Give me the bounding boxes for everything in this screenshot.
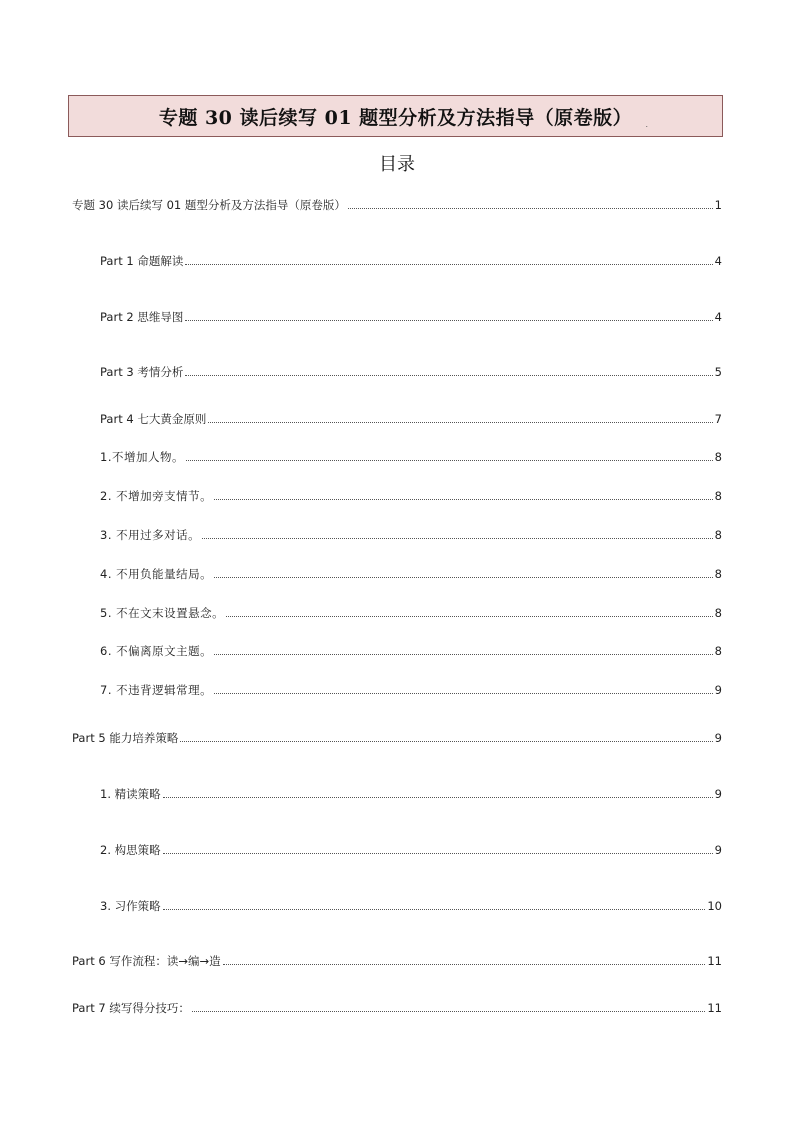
toc-leader <box>214 654 713 655</box>
toc-entry-page: 4 <box>714 310 722 324</box>
toc-leader <box>185 264 712 265</box>
toc-entry-page: 9 <box>714 683 722 697</box>
toc-entry-page: 10 <box>707 899 722 913</box>
toc-entry[interactable] <box>100 310 722 324</box>
toc-entry-page: 8 <box>714 450 722 464</box>
toc-entry[interactable] <box>72 731 722 745</box>
toc-entry-label: Part 7 续写得分技巧： <box>72 1001 190 1015</box>
toc-leader <box>223 964 706 965</box>
toc-entry-label: Part 3 考情分析 <box>100 365 184 379</box>
toc-entry-label: Part 4 七大黄金原则 <box>100 412 207 426</box>
toc-heading: 目录 <box>379 154 415 175</box>
toc-entry-label: 4. 不用负能量结局。 <box>100 567 213 581</box>
toc-entry[interactable] <box>100 899 722 913</box>
toc-entry-page: 1 <box>714 198 722 212</box>
toc-entry-page: 8 <box>714 567 722 581</box>
toc-entry-label: 1. 精读策略 <box>100 787 161 801</box>
toc-leader <box>163 909 706 910</box>
toc-entry[interactable] <box>100 254 722 268</box>
toc-leader <box>214 499 713 500</box>
toc-leader <box>185 320 712 321</box>
toc-entry-page: 8 <box>714 644 722 658</box>
toc-entry-label: 2. 构思策略 <box>100 843 161 857</box>
toc-entry[interactable] <box>100 606 722 620</box>
toc-leader <box>208 422 712 423</box>
toc-leader <box>185 375 712 376</box>
toc-entry[interactable] <box>100 567 722 581</box>
toc-leader <box>202 538 713 539</box>
toc-entry[interactable] <box>100 683 722 697</box>
toc-entry[interactable] <box>72 198 722 212</box>
toc-leader <box>192 1011 706 1012</box>
toc-entry-label: 2. 不增加旁支情节。 <box>100 489 213 503</box>
toc-leader <box>348 208 713 209</box>
toc-entry[interactable] <box>100 787 722 801</box>
toc-entry[interactable] <box>100 365 722 379</box>
document-title-box <box>68 95 723 137</box>
toc-entry-label: 3. 习作策略 <box>100 899 161 913</box>
toc-entry-page: 9 <box>714 731 722 745</box>
toc-leader <box>226 616 713 617</box>
toc-entry-page: 8 <box>714 489 722 503</box>
toc-entry-page: 11 <box>707 954 722 968</box>
toc-leader <box>163 853 713 854</box>
toc-entry-page: 5 <box>714 365 722 379</box>
toc-entry-page: 9 <box>714 843 722 857</box>
toc-entry-label: 5. 不在文末设置悬念。 <box>100 606 225 620</box>
toc-entry-page: 8 <box>714 528 722 542</box>
title-mark: . <box>645 120 648 129</box>
toc-entry-label: Part 6 写作流程：读→编→造 <box>72 954 221 968</box>
toc-entry[interactable] <box>100 843 722 857</box>
toc-entry-page: 11 <box>707 1001 722 1015</box>
toc-entry[interactable] <box>100 528 722 542</box>
toc-entry-page: 7 <box>714 412 722 426</box>
toc-leader <box>214 577 713 578</box>
toc-entry[interactable] <box>100 450 722 464</box>
toc-entry-label: 1.不增加人物。 <box>100 450 184 464</box>
toc-entry[interactable] <box>100 412 722 426</box>
toc-leader <box>186 460 713 461</box>
toc-leader <box>180 741 712 742</box>
toc-entry-page: 4 <box>714 254 722 268</box>
toc-entry[interactable] <box>72 954 722 968</box>
toc-entry[interactable] <box>100 489 722 503</box>
toc-entry-label: 专题 30 读后续写 01 题型分析及方法指导（原卷版） <box>72 198 346 212</box>
toc-entry-label: Part 2 思维导图 <box>100 310 184 324</box>
toc-entry[interactable] <box>100 644 722 658</box>
toc-entry-label: 3. 不用过多对话。 <box>100 528 201 542</box>
toc-entry-label: 7. 不违背逻辑常理。 <box>100 683 213 697</box>
toc-entry-label: 6. 不偏离原文主题。 <box>100 644 213 658</box>
toc-entry[interactable] <box>72 1001 722 1015</box>
toc-entry-label: Part 5 能力培养策略 <box>72 731 179 745</box>
toc-entry-page: 9 <box>714 787 722 801</box>
toc-entry-label: Part 1 命题解读 <box>100 254 184 268</box>
toc-entry-page: 8 <box>714 606 722 620</box>
toc-leader <box>214 693 713 694</box>
document-title: 专题 30 读后续写 01 题型分析及方法指导（原卷版） <box>158 106 633 129</box>
toc-leader <box>163 797 713 798</box>
